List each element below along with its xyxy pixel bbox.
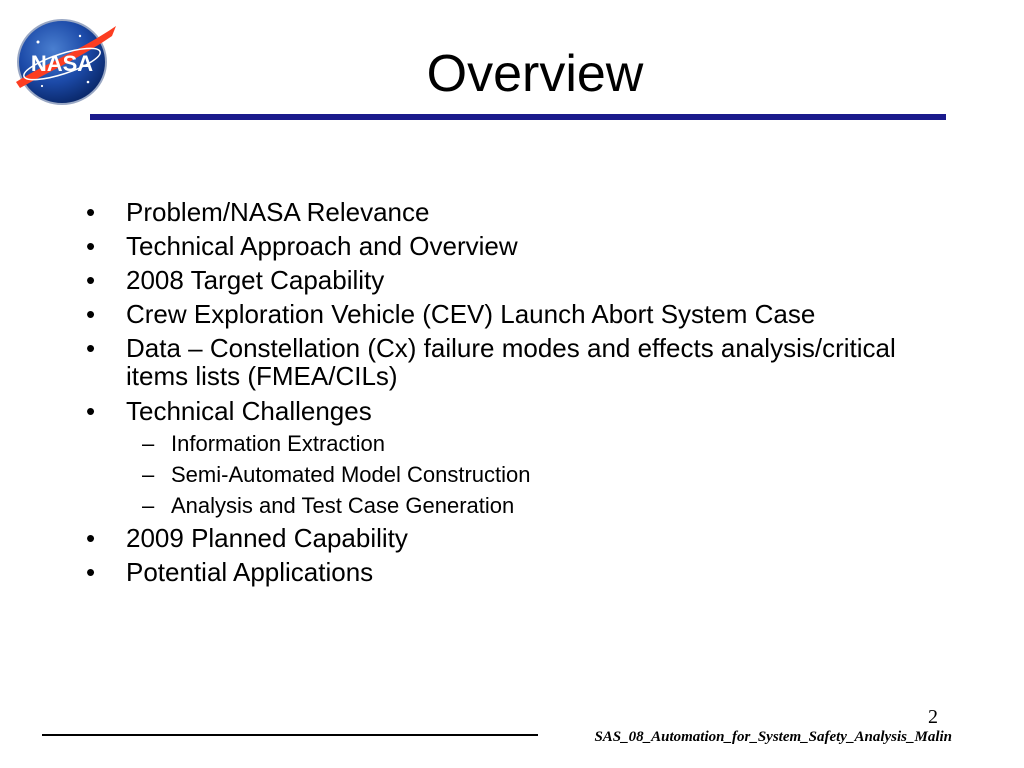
bullet-glyph: • — [86, 523, 96, 553]
bullet-text: Data – Constellation (Cx) failure modes and effects analysis/critical items lists (FMEA/CILs) — [126, 333, 896, 391]
bullet-glyph: • — [86, 557, 96, 587]
sub-glyph: – — [142, 431, 155, 456]
bullet-item — [86, 521, 946, 555]
bullet-text: Potential Applications — [126, 557, 374, 587]
bullet-glyph: • — [86, 299, 96, 329]
bullet-text: 2008 Target Capability — [126, 265, 385, 295]
footer-text: SAS_08_Automation_for_System_Safety_Analysis_Malin — [594, 729, 952, 745]
bullet-item — [86, 394, 946, 428]
nasa-logo — [8, 12, 120, 108]
bullet-glyph: • — [86, 231, 96, 261]
bullet-text: 2009 Planned Capability — [126, 523, 408, 553]
logo-text: NASA — [30, 51, 94, 76]
bullet-text: Problem/NASA Relevance — [126, 197, 430, 227]
sub-item — [86, 428, 946, 459]
sub-glyph: – — [142, 462, 155, 487]
bullet-glyph: • — [86, 265, 96, 295]
bullet-item — [86, 555, 946, 589]
bullet-text: Technical Challenges — [126, 396, 372, 426]
bullet-item — [86, 331, 946, 394]
bullet-text: Crew Exploration Vehicle (CEV) Launch Abort System Case — [126, 299, 816, 329]
bullet-item — [86, 195, 946, 229]
title-divider — [90, 114, 946, 120]
footer-divider — [42, 734, 538, 736]
sub-list — [86, 428, 946, 521]
page-number: 2 — [928, 706, 938, 728]
sub-text: Information Extraction — [171, 431, 385, 456]
sub-item — [86, 490, 946, 521]
sub-item — [86, 459, 946, 490]
sub-text: Semi-Automated Model Construction — [171, 462, 531, 487]
bullet-item — [86, 229, 946, 263]
sub-list-container — [86, 428, 946, 521]
bullet-glyph: • — [86, 333, 96, 363]
sub-text: Analysis and Test Case Generation — [171, 493, 515, 518]
bullet-item — [86, 263, 946, 297]
bullet-glyph: • — [86, 197, 96, 227]
bullet-text: Technical Approach and Overview — [126, 231, 518, 261]
sub-glyph: – — [142, 493, 155, 518]
bullet-list — [86, 195, 946, 589]
page-title: Overview — [426, 45, 644, 103]
bullet-item — [86, 297, 946, 331]
bullet-glyph: • — [86, 396, 96, 426]
